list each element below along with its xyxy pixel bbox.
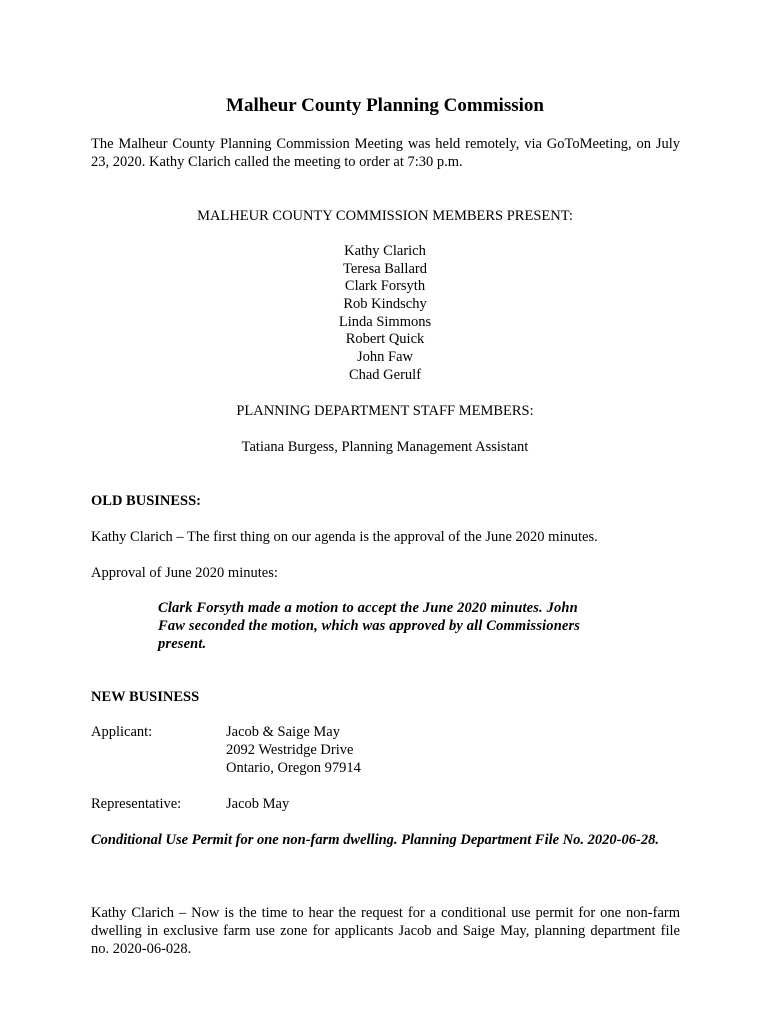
member-name: John Faw bbox=[357, 349, 413, 366]
member-name: Teresa Ballard bbox=[343, 260, 427, 277]
members-list bbox=[0, 242, 770, 384]
staff-heading: PLANNING DEPARTMENT STAFF MEMBERS: bbox=[236, 403, 534, 419]
member-name: Kathy Clarich bbox=[344, 243, 426, 259]
representative-label: Representative: bbox=[91, 796, 182, 812]
old-business-statement: Kathy Clarich – The first thing on our agenda is the approval of the June 2020 minutes. bbox=[91, 529, 598, 545]
member-name: Chad Gerulf bbox=[348, 366, 422, 383]
applicant-city: Ontario, Oregon 97914 bbox=[226, 760, 361, 776]
new-business-statement: Kathy Clarich – Now is the time to hear the request for a conditional use permit for one non-farm dwelling in exclusive farm use zone for applicants Jacob and Saige May, planning department file no. 2020-06-028. bbox=[91, 905, 680, 957]
new-business-heading: NEW BUSINESS bbox=[91, 689, 200, 705]
representative-name: Jacob May bbox=[226, 796, 290, 812]
approval-label: Approval of June 2020 minutes: bbox=[91, 565, 278, 581]
intro-paragraph: The Malheur County Planning Commission Meeting was held remotely, via GoToMeeting, on July 23, 2020. Kathy Clarich called the meeting to order at 7:30 p.m. bbox=[91, 136, 680, 170]
applicant-label: Applicant: bbox=[91, 724, 153, 740]
members-heading: MALHEUR COUNTY COMMISSION MEMBERS PRESENT: bbox=[197, 208, 573, 224]
member-name: Linda Simmons bbox=[338, 313, 432, 330]
staff-member: Tatiana Burgess, Planning Management Assistant bbox=[241, 439, 529, 455]
member-name: Rob Kindschy bbox=[343, 296, 427, 313]
old-business-heading: OLD BUSINESS: bbox=[91, 493, 201, 509]
page-title: Malheur County Planning Commission bbox=[226, 95, 544, 116]
permit-title: Conditional Use Permit for one non-farm dwelling. Planning Department File No. 2020-06-28. bbox=[91, 832, 659, 848]
applicant-name: Jacob & Saige May bbox=[226, 724, 340, 740]
member-name: Clark Forsyth bbox=[344, 278, 426, 295]
member-name: Robert Quick bbox=[345, 331, 425, 348]
applicant-street: 2092 Westridge Drive bbox=[226, 742, 354, 758]
motion-text: Clark Forsyth made a motion to accept the June 2020 minutes. John Faw seconded the motion, which was approved by all Commissioners present. bbox=[158, 600, 581, 652]
